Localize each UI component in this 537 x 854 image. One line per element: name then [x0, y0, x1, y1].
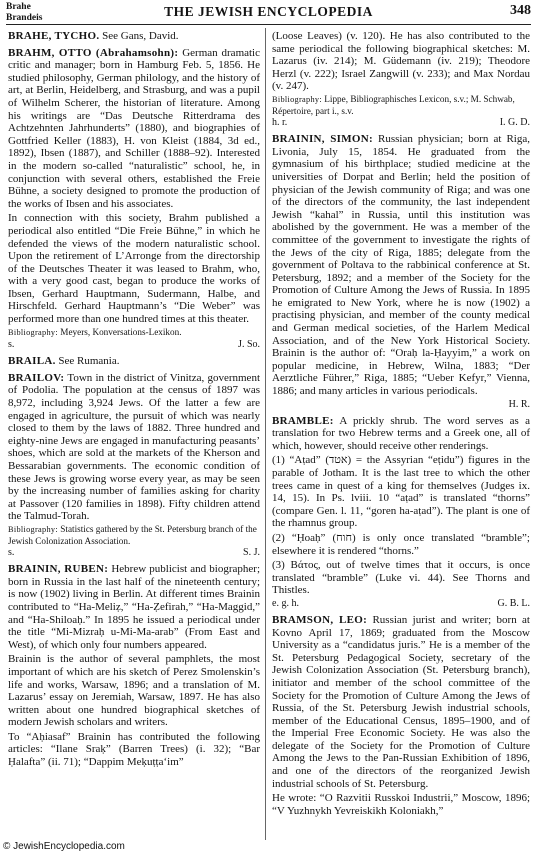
author-signature	[272, 598, 530, 610]
bibliography-text: Statistics gathered by the St. Petersburg branch of the Jewish Colonization Association.	[8, 523, 257, 546]
encyclopedia-entry	[8, 563, 260, 769]
header-rule	[6, 24, 531, 25]
encyclopedia-entry	[272, 415, 530, 610]
entry-headword: BRAMBLE:	[272, 414, 334, 427]
encyclopedia-entry	[8, 47, 260, 352]
encyclopedia-entry	[8, 355, 260, 368]
entry-text: German dramatic critic and manager; born in Hamburg Feb. 5, 1856. He studied philosophy, German philology, and the history of art, at Berlin, Heidelberg, and Strasburg, and was a pupil of Wilhelm Scherer, the historian of literature. Among his writings are “Das Deutsche Ritterdrama des Achtzehnten Jahrhunderts” (1880), and biographies of Gottfried Keller (1883), H. von Kleist (1884, 3d ed., 1892), Ibsen (1887), and Schiller (1888–92). Interested in the modern so-called “naturalistic” school, he, in conjunction with several others, established the Freie Bühne, a society designed to promote the production of the works of Ibsen and his associates.	[8, 46, 260, 210]
entry-text: (1) “Aṭad” (אטד) = the Assyrian “eṭidu”) figures in the parable of Jotham. It is the last tree to which the other trees came in quest of a king for themselves (Judges ix. 14, 15). In Ps. lviii. 10 “aṭad” is translated “thorns” (compare Gen. l. 11, “goren ha-aṭad”). The plant is one of the rhamnus group.	[272, 454, 530, 530]
entry-text: (2) “Ḥoaḥ” (חוח) is only once translated “bramble”; elsewhere it is rendered “thorns.”	[272, 531, 530, 557]
bibliography	[8, 327, 260, 339]
entry-paragraph	[272, 415, 530, 453]
entry-text: Russian jurist and writer; born at Kovno April 17, 1869; graduated from the Moscow University as a “candidatus juris.” He is a member of the St. Petersburg Pedagogical Society, secretary of the Jewish Colonization Association (St. Petersburg branch), initiator and member of the school committee of the Society for the Promotion of Culture Among the Jews of Russia, of the St. Petersburg Jewish industrial schools, member of the Educational Census, 1895–1900, and of the Imperial Free Economic Society. He was also the delegate of the Society for the Promotion of Culture Among the Jews to the Pan-Russian Exhibition of 1896, and one of the directors of the reorganized Jewish industrial schools of St. Petersburg.	[272, 613, 530, 790]
entry-paragraph	[8, 372, 260, 523]
entry-headword: BRAILA.	[8, 355, 56, 368]
author-signature	[8, 547, 260, 559]
entry-headword: BRAHM, OTTO (Abrahamsohn):	[8, 46, 179, 59]
encyclopedia-entry	[8, 372, 260, 559]
editor-initials: s.	[8, 547, 15, 559]
entry-paragraph	[8, 47, 260, 211]
entry-paragraph	[8, 212, 260, 325]
bibliography-label: Bibliography:	[8, 327, 58, 337]
page-number: 348	[510, 3, 531, 18]
entry-paragraph	[272, 454, 530, 530]
entry-paragraph	[272, 133, 530, 397]
encyclopedia-entry	[8, 30, 260, 43]
encyclopedia-entry	[272, 614, 530, 818]
entry-paragraph	[8, 653, 260, 729]
entry-headword: BRAILOV:	[8, 371, 65, 384]
entry-text: To “Aḥiasaf” Brainin has contributed the following articles: “Ilane Sraḳ” (Barren Trees) (i. 32); “Bar Ḥalafta” (ii. 71); “Dappim Meḳuṭṭa‘im”	[8, 730, 260, 769]
entry-paragraph	[272, 30, 530, 93]
author-signature	[272, 117, 530, 129]
left-column	[8, 30, 260, 773]
author-initials: H. R.	[508, 398, 530, 410]
editor-initials: e. g. h.	[272, 597, 299, 609]
guide-word-first: Brahe	[6, 2, 31, 12]
bibliography	[8, 524, 260, 546]
entry-text: He wrote: “O Razvitii Russkoi Industrii,” Moscow, 1896; “V Yuzhnykh Yevreiskikh Koloniakh,”	[272, 792, 530, 817]
entry-text: (Loose Leaves) (v. 120). He has also contributed to the same periodical the following biographical sketches: M. Lazarus (iv. 214); M. Güdemann (iv. 219); Theodore Herzl (v. 222); Israel Zangwill (v. 233); and Max Nordau (v. 247).	[272, 30, 530, 93]
entry-paragraph	[8, 563, 260, 651]
author-signature	[272, 399, 530, 411]
entry-text: See Rumania.	[55, 355, 120, 368]
author-initials: I. G. D.	[499, 117, 530, 129]
entry-headword: BRAININ, RUBEN:	[8, 563, 109, 576]
running-header	[6, 2, 531, 24]
entry-text: Brainin is the author of several pamphlets, the most important of which are his sketch of Perez Smolenskin’s life and works, Warsaw, 1896; and a translation of M. Lazarus’ essay on Jeremiah, Warsaw, 1897. He has also written about one hundred biographical sketches of modern Jewish scholars and writers.	[8, 653, 260, 729]
entry-paragraph	[8, 30, 260, 43]
entry-paragraph	[272, 792, 530, 817]
right-column	[272, 30, 530, 821]
column-divider	[265, 28, 266, 840]
entry-text: In connection with this society, Brahm published a periodical also entitled “Die Freie Bühne,” in which he defended the views of the modern naturalistic school. Upon the retirement of L’Arronge from the directorship of the Deutsches Theater it was leased to Brahm, who, with a very good cast, began to produce the works of Ibsen, Gerhard Hauptmann, Sudermann, Halbe, and Hirschfeld. Gerhard Hauptmann’s “Die Weber” was performed more than one hundred times at this theater.	[8, 212, 260, 326]
editor-initials: h. r.	[272, 117, 288, 129]
entry-headword: BRAHE, TYCHO.	[8, 30, 100, 42]
author-initials: J. So.	[238, 339, 260, 351]
publication-title: THE JEWISH ENCYCLOPEDIA	[164, 4, 373, 19]
editor-initials: s.	[8, 339, 15, 351]
entry-text: Russian physician; born at Riga, Livonia, July 15, 1854. He graduated from the gymnasium of his birthplace; studied medicine at the universities of Dorpat and Berlin; held the position of physician of the Jewish community of Riga; and was one of the directors of the community, the last independent Jewish “kahal” in Russia, until this institution was abolished by the government. He was a member of the committee of the government to investigate the rights of the Jews of the city of Riga, 1885; delegate from the government of Poltava to the rabbinical conference at St. Petersburg, 1892; and a member of the Society for the Promotion of Culture Among the Jews of Russia. In 1895 he emigrated to New York, where he is now (1902) a practising physician, and member of the county medical and German medical societies, of the Harlem Medical Association, and of the New York Historical Society. Brainin is the author of: “Oraḥ la-Ḥayyim,” a work on popular medicine, in Hebrew, Wilna, 1883; “Der Aerztliche Führer,” Riga, 1885; “Ueber Kefyr,” Vienna, 1886; and many articles in various periodicals.	[272, 133, 530, 398]
copyright-footer: © JewishEncyclopedia.com	[3, 841, 125, 852]
bibliography	[272, 94, 530, 116]
encyclopedia-entry	[272, 30, 530, 129]
entry-paragraph	[272, 614, 530, 790]
encyclopedia-entry	[272, 133, 530, 410]
entry-text: A prickly shrub. The word serves as a translation for two Hebrew terms and a Greek one, all of which, however, should receive other renderings.	[272, 414, 530, 452]
entry-paragraph	[8, 355, 260, 368]
bibliography-text: Lippe, Bibliographisches Lexicon, s.v.; M. Schwab, Répertoire, part i., s.v.	[272, 93, 515, 116]
bibliography-text: Meyers, Konversations-Lexikon.	[58, 326, 182, 337]
bibliography-label: Bibliography:	[272, 94, 322, 104]
entry-text: See Gans, David.	[99, 30, 179, 42]
entry-text: Hebrew publicist and biographer; born in Russia in the last half of the nineteenth century; is now (1902) living in Berlin. At different times Brainin contributed to “Ha-Meliẓ,” “Ha-Ẓefirah,” “Ha-Maggid,” and “Ha-Shiloaḥ.” In 1895 he issued a periodical under the title “Mi-Mizraḥ u-Mi-Ma-arab” (From East and West), of which only four numbers appeared.	[8, 563, 260, 651]
entry-paragraph	[272, 532, 530, 557]
entry-text: (3) Βάτος, out of twelve times that it occurs, is once translated “bramble” (Luke vi. 44). See Thorns and Thistles.	[272, 559, 530, 597]
bibliography-label: Bibliography:	[8, 524, 58, 534]
entry-headword: BRAININ, SIMON:	[272, 133, 373, 146]
guide-word-last: Brandeis	[6, 12, 43, 23]
author-initials: G. B. L.	[497, 597, 530, 609]
entry-headword: BRAMSON, LEO:	[272, 613, 368, 626]
author-initials: S. J.	[243, 547, 260, 559]
author-signature	[8, 339, 260, 351]
entry-paragraph	[272, 559, 530, 597]
entry-text: Town in the district of Vinitza, government of Podolia. The population at the census of 1897 was 8,972, including 3,924 Jews. Of the latter a few are engaged in agriculture, the pursuit of which was nearly closed to them by the laws of 1882. Three hundred and eighty-nine Jews are engaged in manufacturing peasants’ shoes, which are sold at the markets of the Kherson and Bessarabian governments. The economic condition of these Jews is growing worse every year, as may be seen by the increasing number of families asking for charity at Passover (120 families in 1898). Fifty children attend the Talmud-Torah.	[8, 371, 260, 523]
entry-paragraph	[8, 731, 260, 769]
